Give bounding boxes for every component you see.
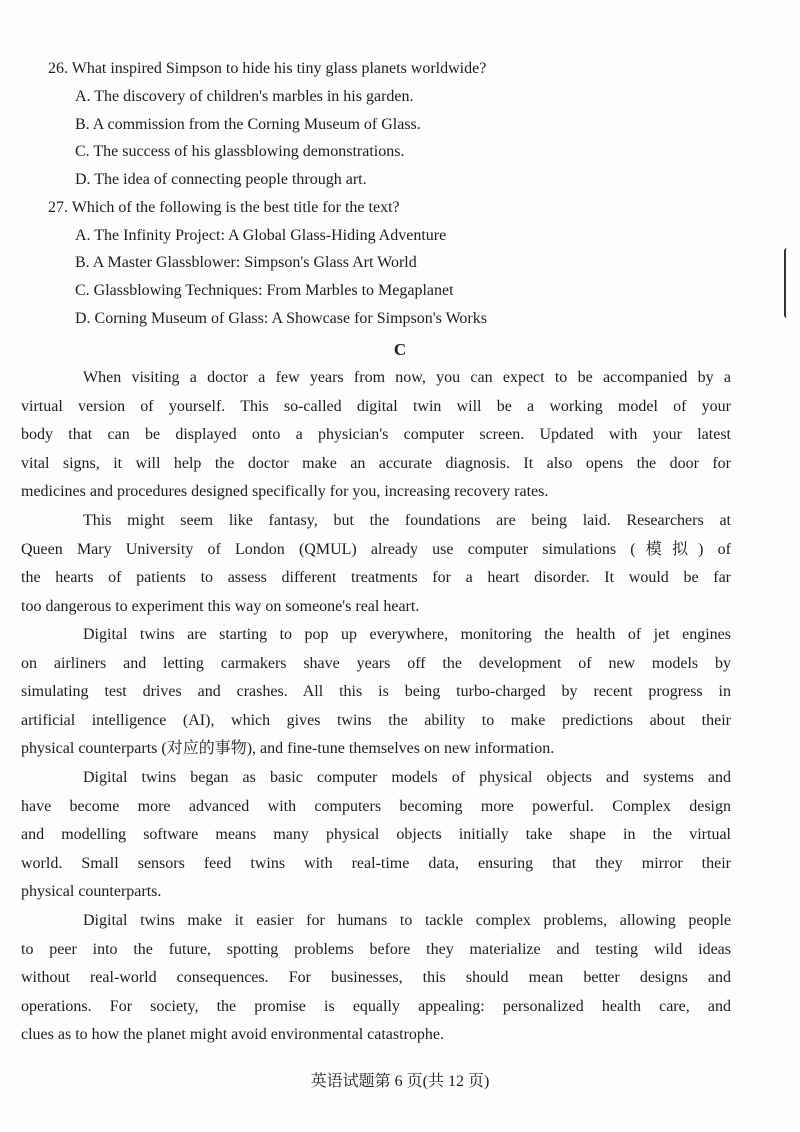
- paragraph-line: This might seem like fantasy, but the foundations are being laid. Researchers at: [83, 512, 731, 529]
- paragraph-line: simulating test drives and crashes. All this is being turbo-charged by recent progress in: [21, 683, 731, 701]
- paragraph-line: operations. For society, the promise is equally appealing: personalized health care, and: [21, 997, 731, 1015]
- paragraph: [21, 364, 731, 507]
- paragraph-line: the hearts of patients to assess different treatments for a heart disorder. It would be far: [21, 569, 731, 587]
- paragraph-line: Digital twins are starting to pop up everywhere, monitoring the health of jet engines: [83, 626, 731, 643]
- option-d: D. Corning Museum of Glass: A Showcase for Simpson's Works: [75, 310, 487, 327]
- paragraph: [21, 907, 731, 1050]
- paragraph-line: body that can be displayed onto a physician's computer screen. Updated with your latest: [21, 426, 731, 444]
- question-stem: 27. Which of the following is the best title for the text?: [48, 199, 400, 216]
- paragraph-line: medicines and procedures designed specifically for you, increasing recovery rates.: [21, 483, 549, 501]
- paragraph-line: clues as to how the planet might avoid environmental catastrophe.: [21, 1026, 444, 1044]
- paragraph-line: Digital twins began as basic computer models of physical objects and systems and: [83, 769, 731, 786]
- paragraph: [21, 621, 731, 764]
- option-a: A. The discovery of children's marbles in his garden.: [75, 88, 414, 105]
- paragraph-line: physical counterparts (对应的事物), and fine-tune themselves on new information.: [21, 740, 555, 758]
- binding-mark: [784, 248, 792, 318]
- section-label: C: [393, 340, 407, 359]
- option-c: C. The success of his glassblowing demonstrations.: [75, 143, 405, 160]
- option-b: B. A commission from the Corning Museum of Glass.: [75, 116, 421, 133]
- paragraph-line: on airliners and letting carmakers shave years off the development of new models by: [21, 654, 731, 672]
- option-d: D. The idea of connecting people through art.: [75, 171, 367, 188]
- paragraph-line: too dangerous to experiment this way on someone's real heart.: [21, 597, 420, 615]
- question-stem: 26. What inspired Simpson to hide his tiny glass planets worldwide?: [48, 60, 487, 77]
- paragraph-line: virtual version of yourself. This so-called digital twin will be a working model of your: [21, 397, 731, 415]
- paragraph: [21, 764, 731, 907]
- option-c: C. Glassblowing Techniques: From Marbles to Megaplanet: [75, 282, 454, 299]
- paragraph-line: When visiting a doctor a few years from now, you can expect to be accompanied by a: [83, 369, 731, 386]
- paragraph-line: without real-world consequences. For businesses, this should mean better designs and: [21, 969, 731, 987]
- paragraph-line: artificial intelligence (AI), which gives twins the ability to make predictions about their: [21, 711, 731, 729]
- paragraph-line: to peer into the future, spotting problems before they materialize and testing wild ideas: [21, 940, 731, 958]
- paragraph-line: physical counterparts.: [21, 883, 162, 901]
- option-a: A. The Infinity Project: A Global Glass-Hiding Adventure: [75, 227, 447, 244]
- paragraph-line: vital signs, it will help the doctor make an accurate diagnosis. It also opens the door for: [21, 454, 731, 472]
- page-footer: 英语试题第 6 页(共 12 页): [310, 1073, 490, 1090]
- paragraph: [21, 507, 731, 621]
- paragraph-line: have become more advanced with computers becoming more powerful. Complex design: [21, 797, 731, 815]
- paragraph-line: Digital twins make it easier for humans to tackle complex problems, allowing people: [83, 912, 731, 929]
- option-b: B. A Master Glassblower: Simpson's Glass Art World: [75, 254, 417, 271]
- paragraph-line: world. Small sensors feed twins with real-time data, ensuring that they mirror their: [21, 854, 731, 872]
- paragraph-line: and modelling software means many physical objects initially take shape in the virtual: [21, 826, 731, 844]
- paragraph-line: Queen Mary University of London (QMUL) already use computer simulations (模拟) of: [21, 540, 731, 558]
